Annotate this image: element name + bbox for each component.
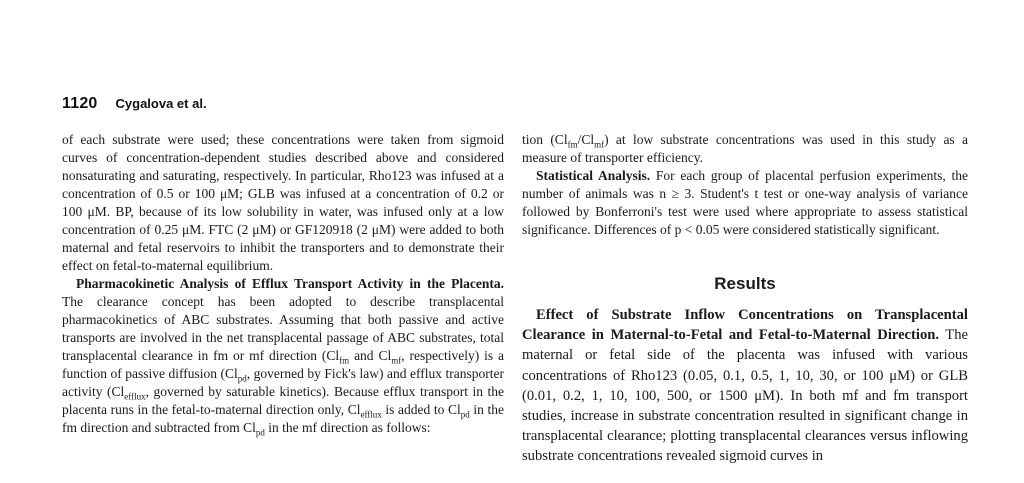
text-run: , governed by Fick's law) and efflux transporter activity (Cl [62, 366, 504, 399]
subscript: fm [567, 139, 578, 150]
section-heading-pharmacokinetic: Pharmacokinetic Analysis of Efflux Transport Activity in the Placenta. [76, 276, 504, 291]
right-column [522, 131, 968, 467]
text-run: ) at low substrate concentrations was used in this study as a measure of transporter efficiency. [522, 132, 968, 165]
left-paragraph-1: of each substrate were used; these concentrations were taken from sigmoid curves of concentration-dependent studies described above and considered nonsaturating and saturating, respectively. In particular, Rho123 was infused at a concentration of 0.5 or 100 μM; GLB was infused at a concentration of 0.2 or 100 μM. BP, because of its low solubility in water, was infused only at a low concentration of 0.25 μM. FTC (2 μM) or GF120918 (2 μM) were added to both maternal and fetal reservoirs to inhibit the transporters and to demonstrate their effect on fetal-to-maternal equilibrium. [62, 132, 504, 273]
text-run: For each group of placental perfusion experiments, the number of animals was n ≥ 3. Student's t test or one-way analysis of variance followed by Bonferroni's test were used where appropriate to assess statistical significance. Differences of p < 0.05 were considered statistically significant. [522, 168, 969, 237]
subscript: pd [460, 409, 470, 420]
left-column [62, 131, 504, 437]
results-heading: Results [714, 274, 776, 293]
subscript: efflux [124, 391, 146, 402]
text-run: in the fm direction and subtracted from Cl [62, 402, 504, 435]
right-paragraph-3 [522, 305, 968, 467]
subscript: pd [255, 427, 265, 438]
running-author: Cygalova et al. [115, 96, 207, 111]
left-paragraph-2 [62, 275, 504, 437]
text-run: , respectively) is a function of passive diffusion (Cl [62, 348, 504, 381]
text-run: /Cl [577, 132, 595, 147]
text-run: in the mf direction as follows: [264, 420, 431, 435]
text-run: and Cl [349, 348, 392, 363]
text-run: is added to Cl [381, 402, 461, 417]
text-run: tion (Cl [522, 132, 568, 147]
subscript: efflux [360, 409, 382, 420]
subscript: fm [339, 355, 350, 366]
text-run: The clearance concept has been adopted to describe transplacental pharmacokinetics of ABC substrates. Assuming that both passive and active transports are involved in the net transplacental passage of ABC substrates, total transplacental clearance in fm or mf direction (Cl [62, 294, 504, 363]
right-paragraph-2 [522, 167, 968, 239]
text-run: , governed by saturable kinetics). Because efflux transport in the placenta runs in the fetal-to-maternal direction only, Cl [62, 384, 505, 417]
text-run: The maternal or fetal side of the placenta was infused with various concentrations of Rho123 (0.05, 0.1, 0.5, 1, 10, 30, or 100 μM) or GLB (0.01, 0.2, 1, 10, 100, 500, or 1500 μM). In both mf and fm transport studies, increase in substrate concentration resulted in significant change in transplacental clearance; plotting transplacental clearances versus inflowing substrate concentrations revealed sigmoid curves in [522, 327, 968, 465]
right-paragraph-1 [522, 131, 968, 167]
section-heading-statistical: Statistical Analysis. [536, 168, 651, 183]
page-number: 1120 [62, 95, 98, 112]
subscript: mf [391, 355, 402, 366]
section-heading-effect: Effect of Substrate Inflow Concentrations on Transplacental Clearance in Maternal-to-Fetal and Fetal-to-Maternal Direction. [522, 307, 968, 344]
subscript: mf [594, 139, 605, 150]
page-header [62, 95, 207, 113]
subscript: pd [237, 373, 247, 384]
